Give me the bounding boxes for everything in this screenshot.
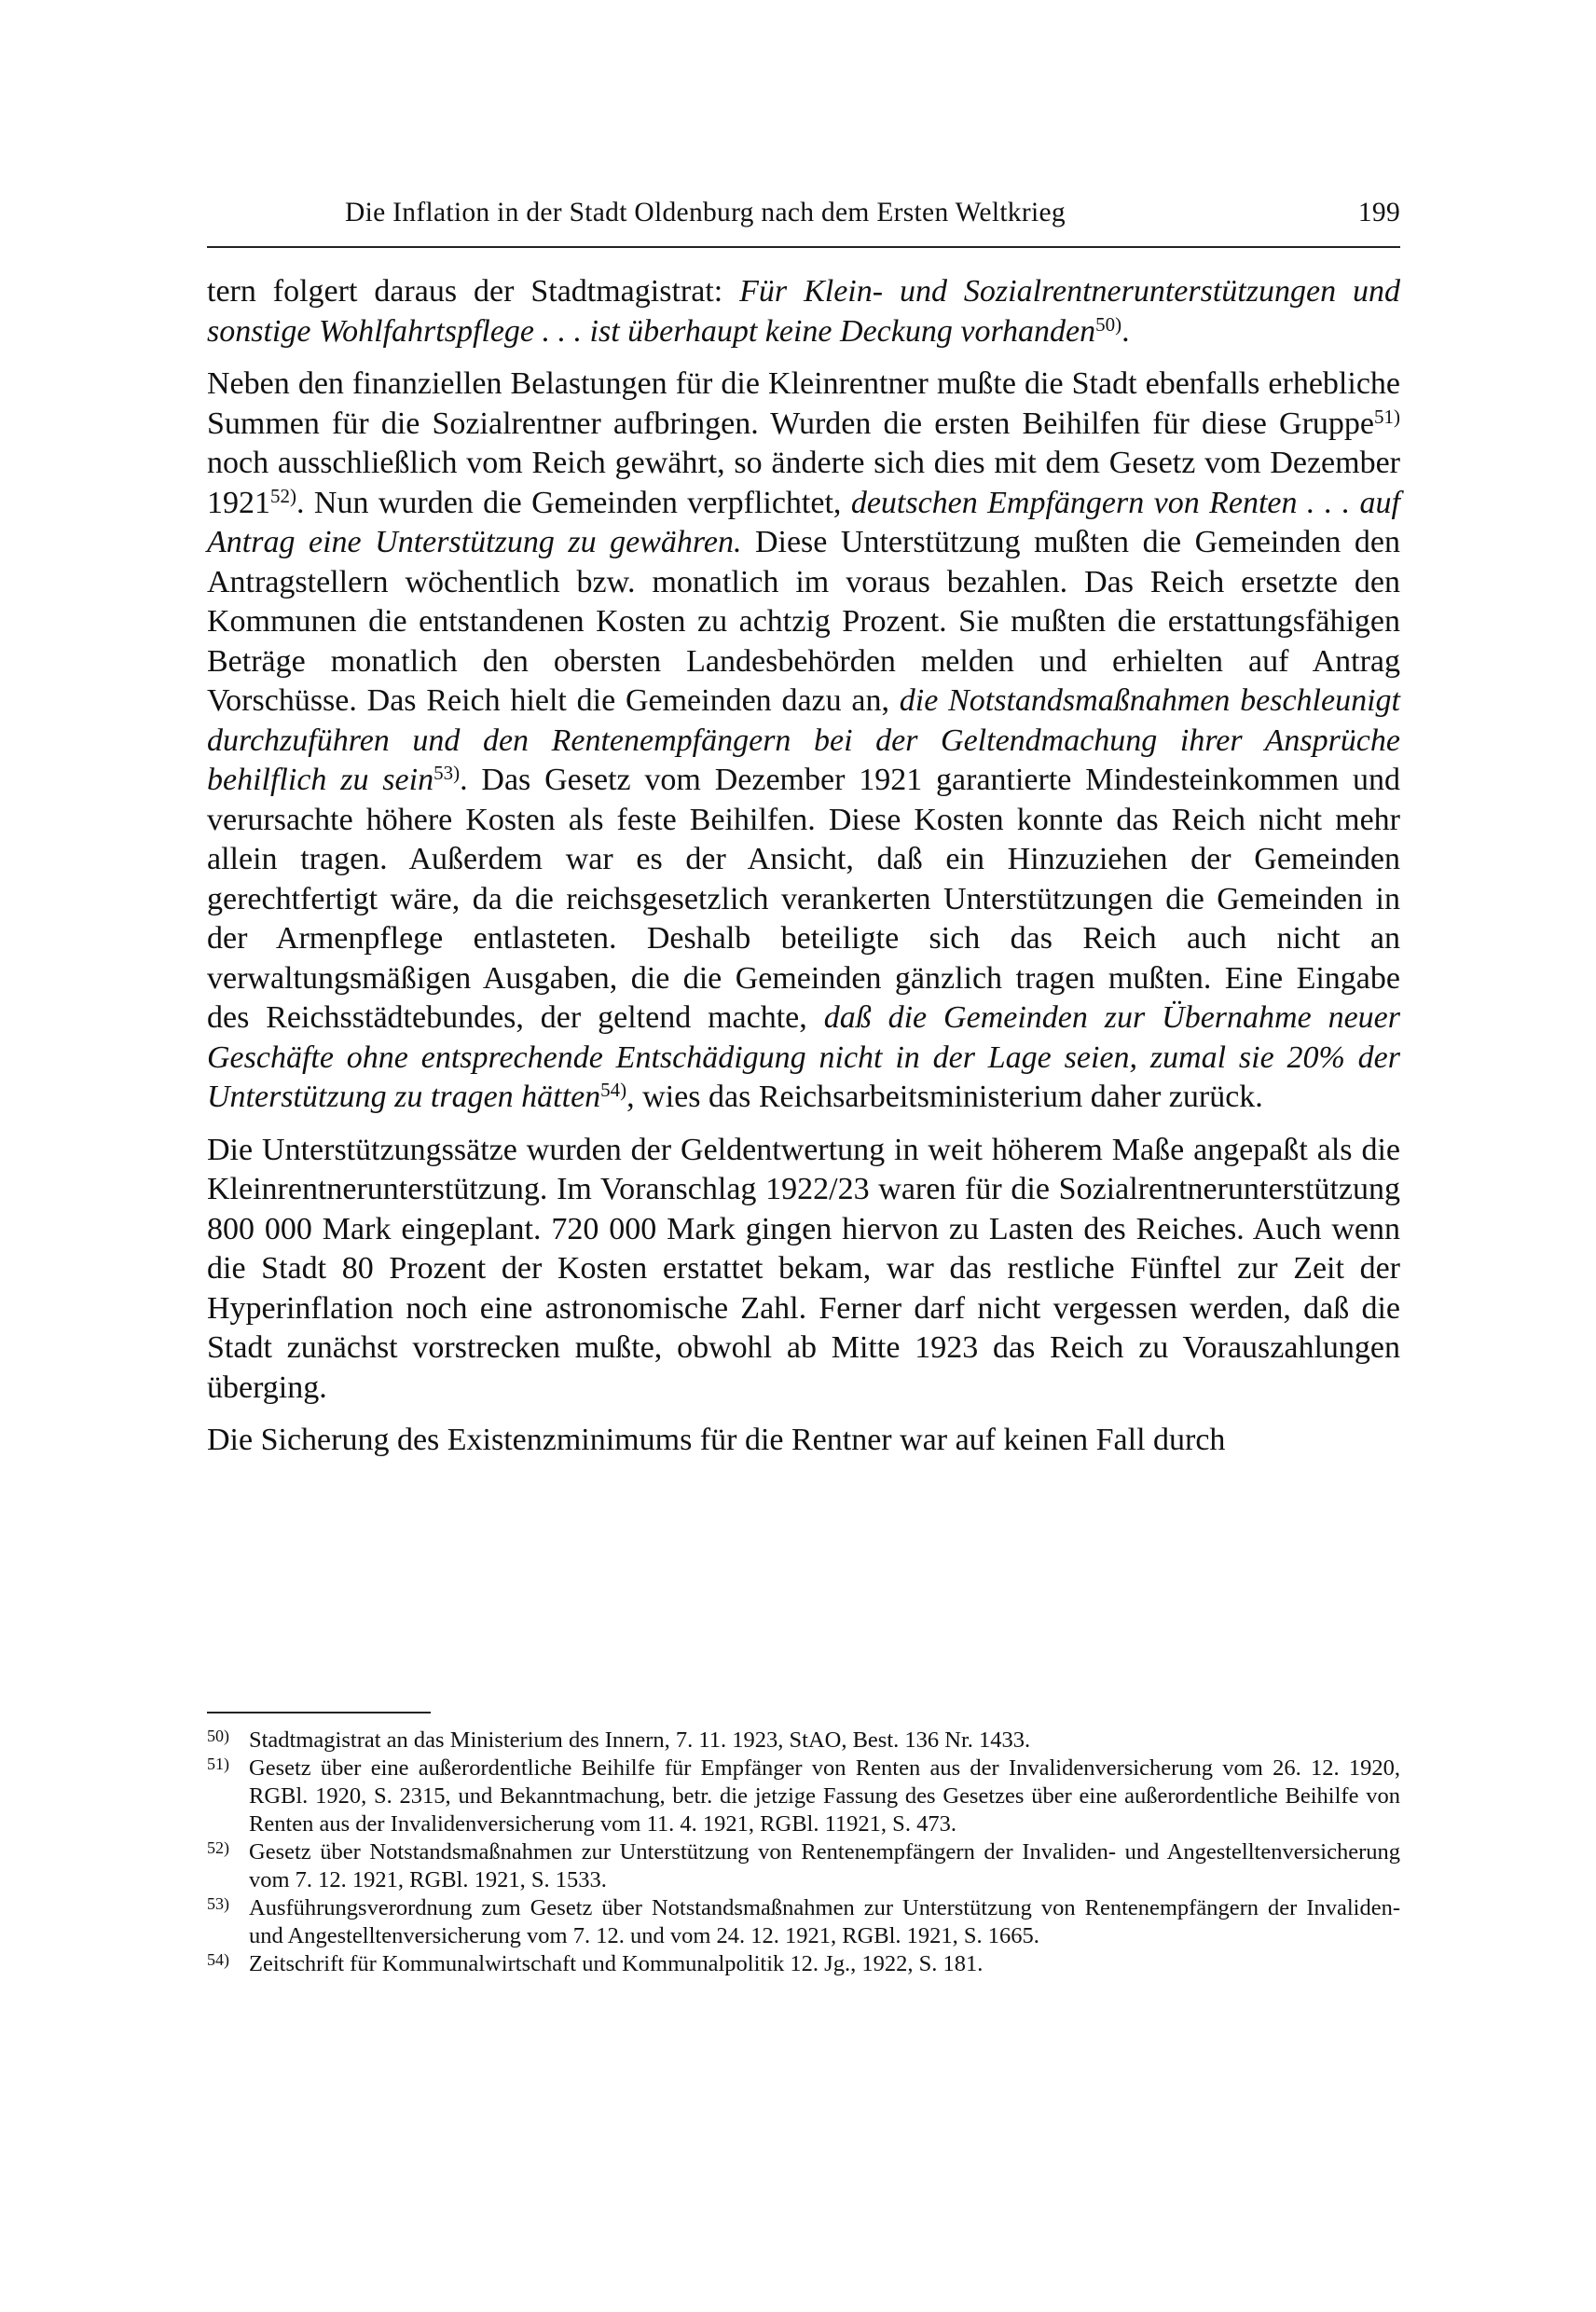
footnote-text: Stadtmagistrat an das Ministerium des Innern, 7. 11. 1923, StAO, Best. 136 Nr. 1433. (249, 1727, 1031, 1753)
text-run: . (1121, 313, 1130, 349)
quotation: Für Klein- und Sozialrentnerunterstützungen und sonstige Wohlfahrtspflege . . . ist überhaupt keine Deckung vorhanden (207, 274, 1401, 349)
main-text (207, 272, 1400, 1474)
text-run: . Das Gesetz vom Dezember 1921 garantierte Mindesteinkommen und verursachte höhere Kosten als feste Beihilfen. Diese Kosten konnte das Reich nicht mehr allein tragen. Außerdem war es der Ansicht, daß ein Hinzuziehen der Gemeinden gerechtfertigt wäre, da die reichsgesetzlich verankerten Unterstützungen die Gemeinden in der Armenpflege entlasteten. Deshalb beteiligte sich das Reich auch nicht an verwaltungsmäßigen Ausgaben, die die Gemeinden gänzlich tragen mußten. Eine Eingabe des Reichsstädtebundes, der geltend machte, (207, 763, 1401, 1035)
footnote-text: Zeitschrift für Kommunalwirtschaft und Kommunalpolitik 12. Jg., 1922, S. 181. (249, 1951, 984, 1976)
quotation: daß die Gemeinden zur Übernahme neuer Geschäfte ohne entsprechende Entschädigung nicht in der Lage seien, zumal sie 20% der Unterstützung zu tragen hätten (207, 1000, 1400, 1114)
text-run: tern folgert daraus der Stadtmagistrat: (207, 274, 740, 309)
footnote-ref-54[interactable]: 54) (600, 1079, 627, 1101)
paragraph-2 (207, 365, 1400, 1118)
footnote-item (207, 1838, 1400, 1894)
footnote-item (207, 1755, 1400, 1838)
footnote-text: Gesetz über Notstandsmaßnahmen zur Unterstützung von Rentenempfängern der Invaliden- und Angestelltenversicherung vom 7. 12. 1921, RGBl. 1921, S. 1533. (249, 1839, 1400, 1892)
paragraph-4: Die Sicherung des Existenzminimums für die Rentner war auf keinen Fall durch (207, 1423, 1226, 1457)
text-run: Neben den finanziellen Belastungen für die Kleinrentner mußte die Stadt ebenfalls erhebliche Summen für die Sozialrentner aufbringen. Wurden die ersten Beihilfen für diese Gruppe (207, 366, 1400, 441)
quotation: die Notstandsmaßnahmen beschleunigt durchzuführen und den Rentenempfängern bei der Geltendmachung ihrer Ansprüche behilflich zu sein (207, 683, 1400, 797)
footnote-mark: 51) (207, 1755, 229, 1773)
footnotes (207, 1727, 1400, 1978)
footnote-text: Ausführungsverordnung zum Gesetz über Notstandsmaßnahmen zur Unterstützung von Rentenempfängern der Invaliden- und Angestelltenversicherung vom 7. 12. und vom 24. 12. 1921, RGBl. 1921, S. 1665. (249, 1895, 1400, 1948)
footnote-mark: 52) (207, 1838, 229, 1857)
text-run: noch ausschließlich vom Reich gewährt, so änderte sich dies mit dem Gesetz vom Dezember 1921 (207, 446, 1400, 520)
footnote-mark: 54) (207, 1950, 229, 1969)
text-run: Diese Unterstützung mußten die Gemeinden den Antragstellern wöchentlich bzw. monatlich im voraus bezahlen. Das Reich ersetzte den Kommunen die entstandenen Kosten zu achtzig Prozent. Sie mußten die erstattungsfähigen Beträge monatlich den obersten Landesbehörden melden und erhielten auf Antrag Vorschüsse. Das Reich hielt die Gemeinden dazu an, (207, 525, 1400, 718)
page-number: 199 (1357, 198, 1400, 227)
footnote-ref-52[interactable]: 52) (270, 484, 296, 507)
footnote-ref-53[interactable]: 53) (433, 762, 461, 784)
footnote-item (207, 1950, 1400, 1978)
footnote-item (207, 1894, 1400, 1950)
footnote-text: Gesetz über eine außerordentliche Beihilfe für Empfänger von Renten aus der Invalidenversicherung vom 26. 12. 1920, RGBl. 1920, S. 2315, und Bekanntmachung, betr. die jetzige Fassung des Gesetzes über eine außerordentliche Beihilfe von Renten aus der Invalidenversicherung vom 11. 4. 1921, RGBl. 11921, S. 473. (249, 1755, 1400, 1837)
footnote-mark: 53) (207, 1894, 229, 1913)
text-run: , wies das Reichsarbeitsministerium daher zurück. (626, 1080, 1263, 1114)
footnote-ref-51[interactable]: 51) (1374, 405, 1400, 428)
text-run: . Nun wurden die Gemeinden verpflichtet, (296, 485, 851, 520)
footnote-rule (207, 1712, 431, 1713)
paragraph-3: Die Unterstützungssätze wurden der Geldentwertung in weit höherem Maße angepaßt als die Kleinrentnerunterstützung. Im Voranschlag 1922/23 waren für die Sozialrentnerunterstützung 800 000 Mark eingeplant. 720 000 Mark gingen hiervon zu Lasten des Reiches. Auch wenn die Stadt 80 Prozent der Kosten erstattet bekam, war das restliche Fünftel zur Zeit der Hyperinflation noch eine astronomische Zahl. Ferner darf nicht vergessen werden, daß die Stadt zunächst vorstrecken mußte, obwohl ab Mitte 1923 das Reich zu Vorauszahlungen überging. (207, 1132, 1400, 1405)
running-header-title: Die Inflation in der Stadt Oldenburg nach dem Ersten Weltkrieg (345, 198, 1066, 227)
footnote-item (207, 1727, 1400, 1755)
quotation: deutschen Empfängern von Renten . . . auf Antrag eine Unterstützung zu gewähren. (207, 485, 1400, 559)
footnote-ref-50[interactable]: 50) (1095, 312, 1122, 336)
footnote-mark: 50) (207, 1727, 229, 1745)
paragraph-1 (207, 272, 1400, 351)
header-rule (207, 246, 1400, 248)
